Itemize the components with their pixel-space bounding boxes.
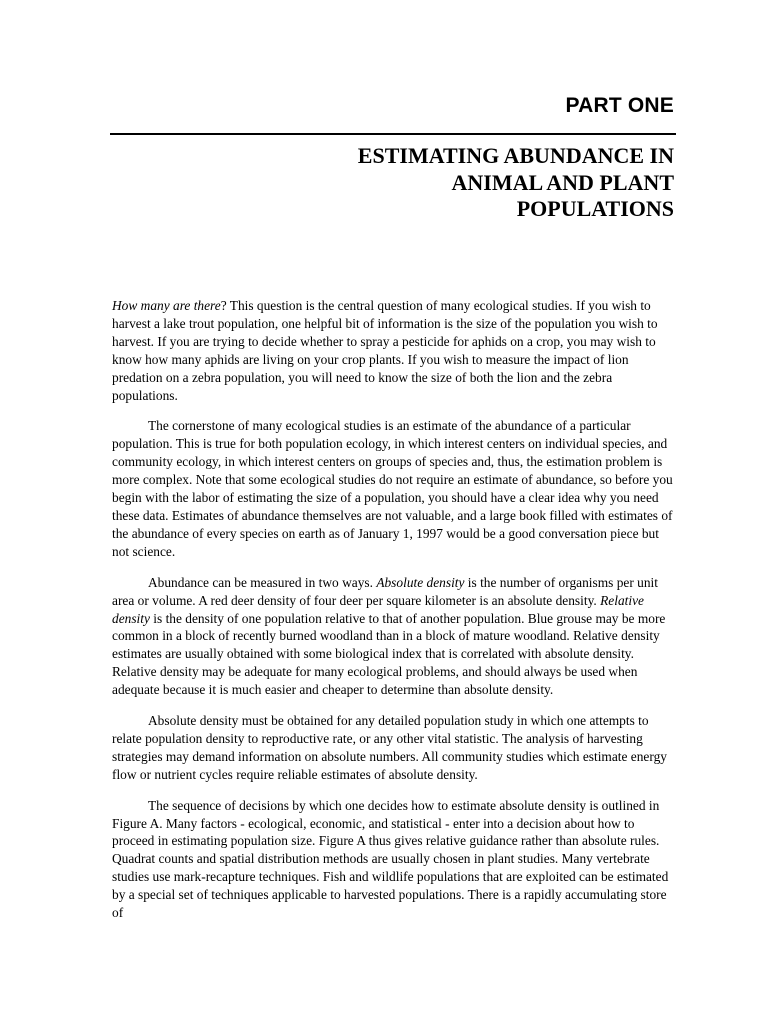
term-absolute-density: Absolute density	[376, 574, 465, 590]
chapter-title-line-1: ESTIMATING ABUNDANCE IN	[357, 143, 674, 168]
paragraph-3	[112, 574, 677, 699]
paragraph-5: The sequence of decisions by which one decides how to estimate absolute density is outlined in Figure A. Many factors - ecological, economic, and statistical - enter into a decision about how to proceed in estimating population size. Figure A thus gives relative guidance rather than absolute rules. Quadrat counts and spatial distribution methods are usually chosen in plant studies. Many vertebrate studies use mark-recapture techniques. Fish and wildlife populations that are exploited can be estimated by a special set of techniques applicable to harvested populations. There is a rapidly accumulating store of	[112, 797, 669, 921]
chapter-title	[314, 143, 674, 223]
part-label: PART ONE	[565, 94, 674, 117]
paragraph-2: The cornerstone of many ecological studies is an estimate of the abundance of a particular population. This is true for both population ecology, in which interest centers on individual species, and community ecology, in which interest centers on groups of species and, thus, the estimation problem is more complex. Note that some ecological studies do not require an estimate of abundance, so before you begin with the labor of estimating the size of a population, you should have a clear idea why you need these data. Estimates of abundance themselves are not valuable, and a large book filled with estimates of the abundance of every species on earth as of January 1, 1997 would be a good conversation piece but not science.	[112, 418, 673, 559]
chapter-title-line-2: ANIMAL AND PLANT	[451, 169, 674, 195]
paragraph-3-text-b: is the number of organisms per unit area or volume. A red deer density of four deer per square kilometer is an absolute density.	[112, 574, 658, 608]
paragraph-4: Absolute density must be obtained for any detailed population study in which one attempts to relate population density to reproductive rate, or any other vital statistic. The analysis of harvesting strategies may demand information on absolute numbers. All community studies which estimate energy flow or nutrient cycles require reliable estimates of absolute density.	[112, 713, 667, 782]
paragraph-1-text: ? This question is the central question of many ecological studies. If you wish to harvest a lake trout population, one helpful bit of information is the size of the population you wish to harvest. If you are trying to decide whether to spray a pesticide for aphids on a crop, you may wish to know how many aphids are living on your crop plants. If you wish to measure the impact of lion predation on a zebra population, you will need to know the size of both the lion and the zebra populations.	[112, 298, 658, 403]
term-relative-density: Relative density	[112, 592, 644, 626]
question-emphasis: How many are there	[112, 298, 221, 313]
body-text	[112, 297, 677, 922]
header-rule	[110, 133, 676, 135]
paragraph-1	[112, 297, 677, 404]
paragraph-3-text-a: Abundance can be measured in two ways.	[148, 574, 377, 590]
paragraph-3-text-c: is the density of one population relative to that of another population. Blue grouse may be more common in a block of recently burned woodland than in a block of mature woodland. Relative density estimates are usually obtained with some biological index that is correlated with absolute density. Relative density may be adequate for many ecological problems, and should always be used when adequate because it is much easier and cheaper to determine than absolute density.	[112, 610, 666, 698]
chapter-title-line-3: POPULATIONS	[516, 196, 674, 221]
